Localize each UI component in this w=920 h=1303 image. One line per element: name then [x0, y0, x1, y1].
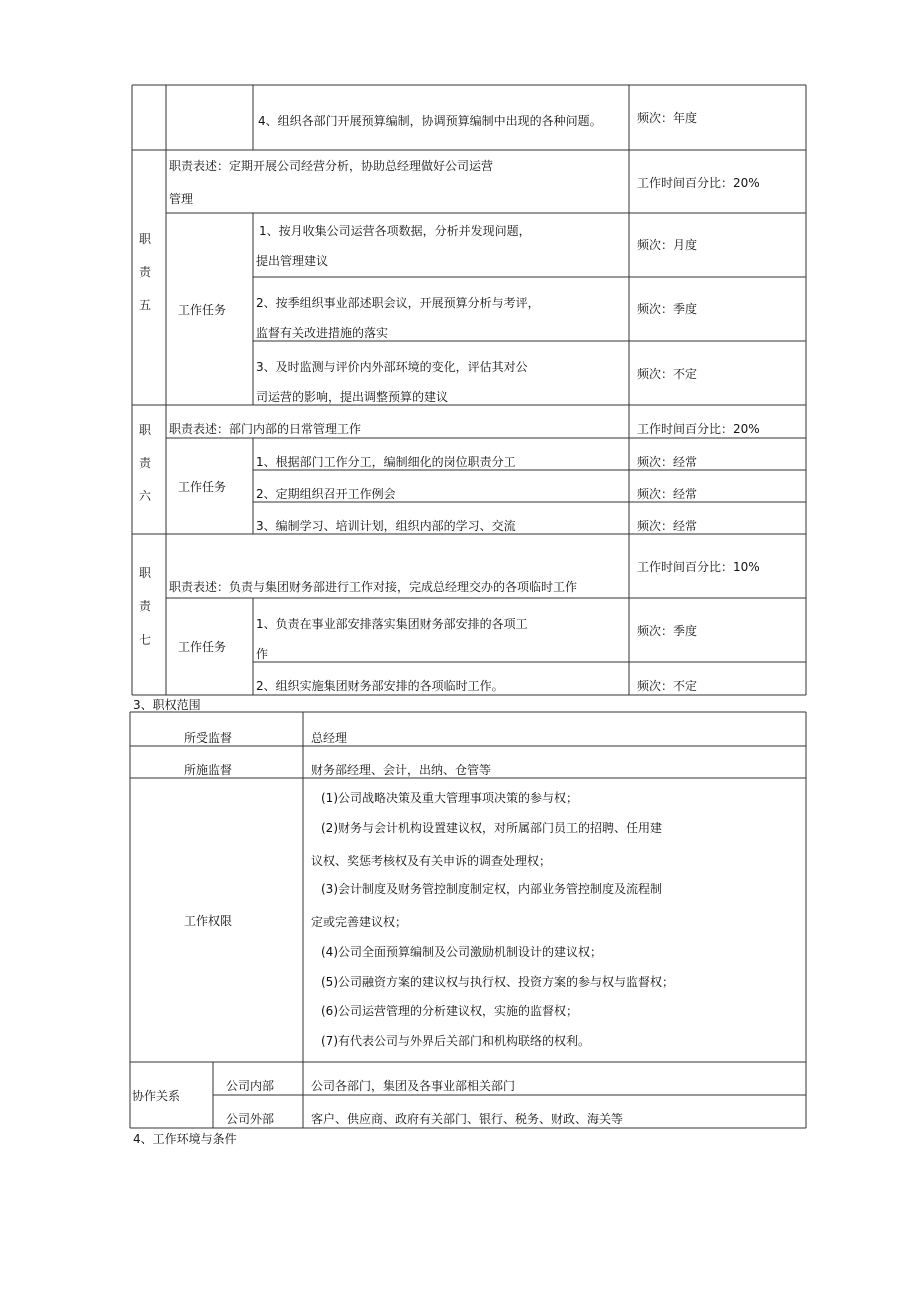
section4-heading: 4、工作环境与条件: [133, 1132, 237, 1146]
duty5-task3-line1: 3、及时监测与评价内外部环境的变化，评估其对公: [256, 360, 528, 374]
duty5-task1-frequency: 频次：月度: [637, 238, 698, 252]
duty7-label-char1: 职: [139, 566, 152, 580]
duty5-label-char1: 职: [139, 232, 152, 246]
duty7-task2: 2、组织实施集团财务部安排的各项临时工作。: [256, 679, 504, 693]
duty6-time-percentage: 工作时间百分比：20%: [637, 422, 760, 436]
supervises-value: 财务部经理、会计，出纳、仓管等: [311, 763, 492, 777]
authority-item-1: (1)公司战略决策及重大管理事项决策的参与权；: [321, 791, 578, 805]
duty6-task1: 1、根据部门工作分工，编制细化的岗位职责分工: [256, 455, 516, 469]
duty5-label-char2: 责: [139, 265, 152, 279]
authority-item-6: (6)公司运营管理的分析建议权，实施的监督权；: [321, 1004, 578, 1018]
duty6-label-char3: 六: [139, 489, 152, 503]
internal-label: 公司内部: [226, 1079, 275, 1093]
duty5-label-char3: 五: [139, 298, 152, 312]
duty7-task1-line1: 1、负责在事业部安排落实集团财务部安排的各项工: [256, 617, 528, 631]
authority-item-5: (5)公司融资方案的建议权与执行权、投资方案的参与权与监督权；: [321, 975, 675, 989]
supervised-by-label: 所受监督: [184, 731, 233, 745]
duty6-description: 职责表述：部门内部的日常管理工作: [169, 422, 362, 436]
duty5-task2-line1: 2、按季组织事业部述职会议，开展预算分析与考评，: [256, 296, 540, 310]
duty5-task2-frequency: 频次：季度: [637, 302, 698, 316]
duty6-task2: 2、定期组织召开工作例会: [256, 487, 396, 501]
internal-value: 公司各部门，集团及各事业部相关部门: [311, 1079, 516, 1093]
duty6-tasks-label: 工作任务: [178, 480, 227, 494]
task-budget-coordination: 4、组织各部门开展预算编制，协调预算编制中出现的各种问题。: [258, 114, 602, 128]
duty5-task2-line2: 监督有关改进措施的落实: [256, 326, 389, 340]
duty5-task3-frequency: 频次：不定: [637, 367, 698, 381]
duty6-label-char1: 职: [139, 423, 152, 437]
authority-item-3: (3)会计制度及财务管控制度制定权，内部业务管控制度及流程制: [321, 882, 663, 896]
supervises-label: 所施监督: [184, 763, 233, 777]
frequency-annual: 频次：年度: [637, 111, 698, 125]
duty7-task2-frequency: 频次：不定: [637, 679, 698, 693]
authority-item-4: (4)公司全面预算编制及公司激励机制设计的建议权；: [321, 945, 603, 959]
duty7-description: 职责表述：负责与集团财务部进行工作对接，完成总经理交办的各项临时工作: [169, 580, 578, 594]
duty6-task3-frequency: 频次：经常: [637, 519, 698, 533]
duty7-task1-frequency: 频次：季度: [637, 624, 698, 638]
duty5-description-line2: 管理: [169, 192, 194, 206]
duty7-time-percentage: 工作时间百分比：10%: [637, 560, 760, 574]
duty6-task3: 3、编制学习、培训计划，组织内部的学习、交流: [256, 519, 516, 533]
duty6-task1-frequency: 频次：经常: [637, 455, 698, 469]
duty7-task1-line2: 作: [256, 647, 269, 661]
authority-item-2-cont: 议权、奖惩考核权及有关申诉的调查处理权；: [311, 854, 552, 868]
duty5-description-line1: 职责表述：定期开展公司经营分析，协助总经理做好公司运营: [169, 159, 494, 173]
supervised-by-value: 总经理: [311, 731, 348, 745]
duty5-time-percentage: 工作时间百分比：20%: [637, 176, 760, 190]
duty5-task1-line2: 提出管理建议: [256, 254, 329, 268]
authority-item-2: (2)财务与会计机构设置建议权，对所属部门员工的招聘、任用建: [321, 821, 663, 835]
duty5-task3-line2: 司运营的影响，提出调整预算的建议: [256, 390, 449, 404]
duty7-label-char3: 七: [139, 633, 152, 647]
duty6-label-char2: 责: [139, 456, 152, 470]
external-value: 客户、供应商、政府有关部门、银行、税务、财政、海关等: [311, 1112, 624, 1126]
external-label: 公司外部: [226, 1112, 275, 1126]
collaboration-label: 协作关系: [132, 1089, 181, 1103]
duty5-task1-line1: 1、按月收集公司运营各项数据，分析并发现问题，: [259, 224, 531, 238]
duty7-tasks-label: 工作任务: [178, 640, 227, 654]
authority-item-3-cont: 定或完善建议权；: [311, 915, 408, 929]
duty5-tasks-label: 工作任务: [178, 303, 227, 317]
section3-heading: 3、职权范围: [133, 698, 201, 712]
duty7-label-char2: 责: [139, 599, 152, 613]
authority-label: 工作权限: [184, 914, 233, 928]
duty6-task2-frequency: 频次：经常: [637, 487, 698, 501]
authority-item-7: (7)有代表公司与外界后关部门和机构联络的权利。: [321, 1034, 590, 1048]
